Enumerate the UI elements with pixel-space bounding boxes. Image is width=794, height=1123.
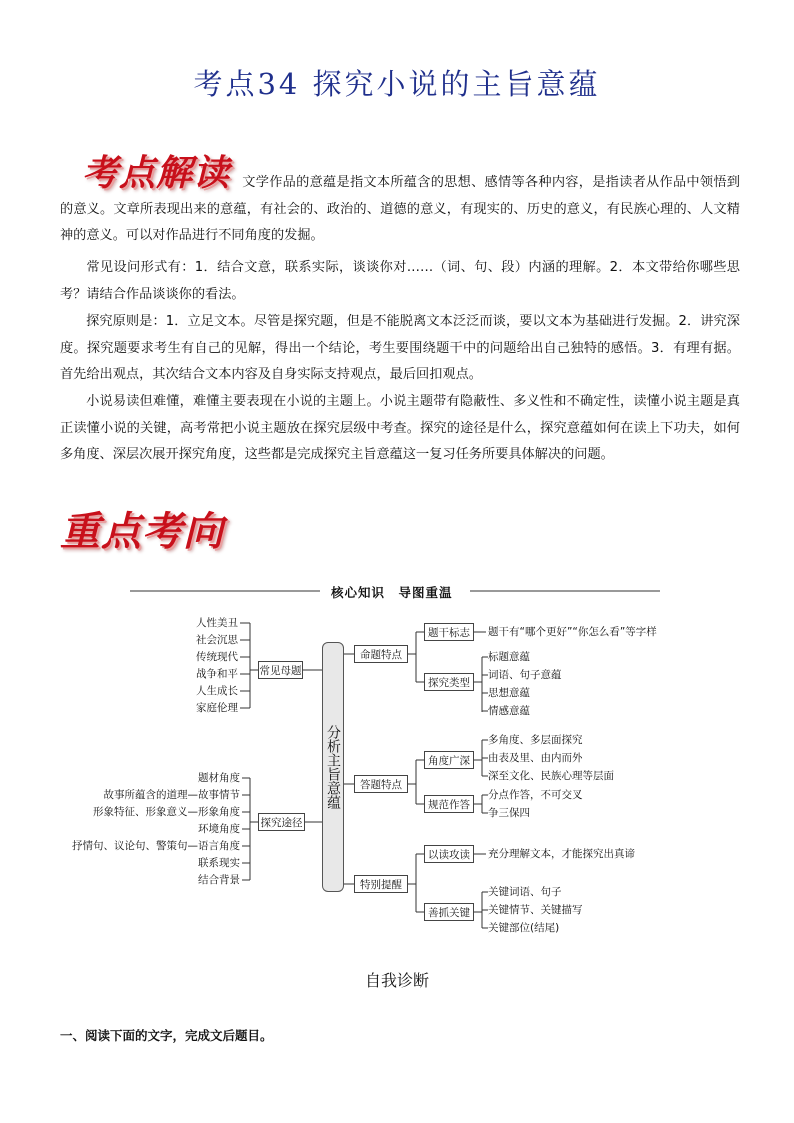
approach-item: 联系现实 — [198, 857, 240, 869]
reading-question: 一、阅读下面的文字，完成文后题目。 — [60, 1028, 273, 1043]
approach-item: 形象特征、形象意义—形象角度 — [93, 806, 240, 818]
inquiry-type-item: 情感意蕴 — [488, 705, 530, 717]
grasp-key-item: 关键部位(结尾) — [488, 922, 560, 934]
read-to-understand-item: 充分理解文本，才能探究出真谛 — [488, 848, 635, 860]
approaches-box: 探究途径 — [258, 813, 305, 831]
approach-item: 抒情句、议论句、警策句—语言角度 — [72, 840, 240, 852]
standard-answer-item: 争三保四 — [488, 807, 530, 819]
breadth-depth-item: 多角度、多层面探究 — [488, 734, 583, 746]
inquiry-type-box: 探究类型 — [424, 673, 474, 691]
stem-marker-box: 题干标志 — [424, 623, 474, 641]
grasp-key-item: 关键情节、关键描写 — [488, 904, 583, 916]
diagram-banner: 核心知识 导图重温 — [325, 583, 459, 601]
motif-item: 人性美丑 — [196, 617, 238, 629]
breadth-depth-box: 角度广深 — [424, 751, 474, 769]
inquiry-type-item: 标题意蕴 — [488, 651, 530, 663]
special-reminder-box: 特别提醒 — [354, 875, 408, 893]
paragraph-question-forms — [60, 255, 740, 308]
question-features-box: 命题特点 — [354, 645, 408, 663]
answer-features-box: 答题特点 — [354, 775, 408, 793]
motif-item: 战争和平 — [196, 668, 238, 680]
paragraph-theme-text: 小说易读但难懂，难懂主要表现在小说的主题上。小说主题带有隐蔽性、多义性和不确定性，读懂小说主题是真正读懂小说的关键，高考常把小说主题放在探究层级中考查。探究的途径是什么，探究意蕴如何在读上下功夫，如何多角度、深层次展开探究角度，这些都是完成探究主旨意蕴这一复习任务所要具体解决的问题。 — [60, 394, 740, 462]
interpretation-badge: 考点解读 — [82, 152, 231, 194]
approach-item: 环境角度 — [198, 823, 240, 835]
approach-item: 故事所蕴含的道理—故事情节 — [103, 789, 240, 801]
grasp-key-item: 关键词语、句子 — [488, 886, 562, 898]
stem-marker-item: 题干有“哪个更好”“你怎么看”等字样 — [488, 626, 657, 638]
breadth-depth-item: 深至文化、民族心理等层面 — [488, 770, 614, 782]
motif-item: 人生成长 — [196, 685, 238, 697]
approach-item: 结合背景 — [198, 874, 240, 886]
page-title: 考点34 探究小说的主旨意蕴 — [193, 67, 601, 101]
paragraph-intro — [60, 170, 740, 250]
common-motifs-box: 常见母题 — [258, 661, 303, 679]
paragraph-intro-text: 文学作品的意蕴是指文本所蕴含的思想、感情等各种内容，是指读者从作品中领悟到的意义。文章所表现出来的意蕴，有社会的、政治的、道德的意义，有现实的、历史的意义，有民族心理的、人文精神的意义。可以对作品进行不同角度的发掘。 — [60, 175, 740, 243]
center-node: 分析主旨意蕴 — [322, 642, 344, 892]
inquiry-type-item: 思想意蕴 — [488, 687, 530, 699]
mind-map-diagram — [72, 578, 680, 943]
paragraph-principles — [60, 309, 740, 389]
grasp-key-box: 善抓关键 — [424, 903, 474, 921]
read-to-understand-box: 以读攻读 — [424, 845, 474, 863]
approach-item: 题材角度 — [198, 772, 240, 784]
motif-item: 传统现代 — [196, 651, 238, 663]
breadth-depth-item: 由表及里、由内而外 — [488, 752, 583, 764]
standard-answer-item: 分点作答，不可交叉 — [488, 789, 583, 801]
motif-item: 社会沉思 — [196, 634, 238, 646]
paragraph-theme — [60, 389, 740, 469]
inquiry-type-item: 词语、句子意蕴 — [488, 669, 562, 681]
motif-item: 家庭伦理 — [196, 702, 238, 714]
standard-answer-box: 规范作答 — [424, 795, 474, 813]
paragraph-question-forms-text: 常见设问形式有：1．结合文意，联系实际，谈谈你对……（词、句、段）内涵的理解。2．本文带给你哪些思考？请结合作品谈谈你的看法。 — [60, 260, 740, 302]
self-diagnosis-heading: 自我诊断 — [364, 971, 429, 990]
paragraph-principles-text: 探究原则是：1．立足文本。尽管是探究题，但是不能脱离文本泛泛而谈，要以文本为基础进行发掘。2．讲究深度。探究题要求考生有自己的见解，得出一个结论，考生要围绕题干中的问题给出自己独特的感悟。3．有理有据。首先给出观点，其次结合文本内容及自身实际支持观点，最后回扣观点。 — [60, 314, 740, 382]
focus-badge: 重点考向 — [60, 508, 224, 555]
